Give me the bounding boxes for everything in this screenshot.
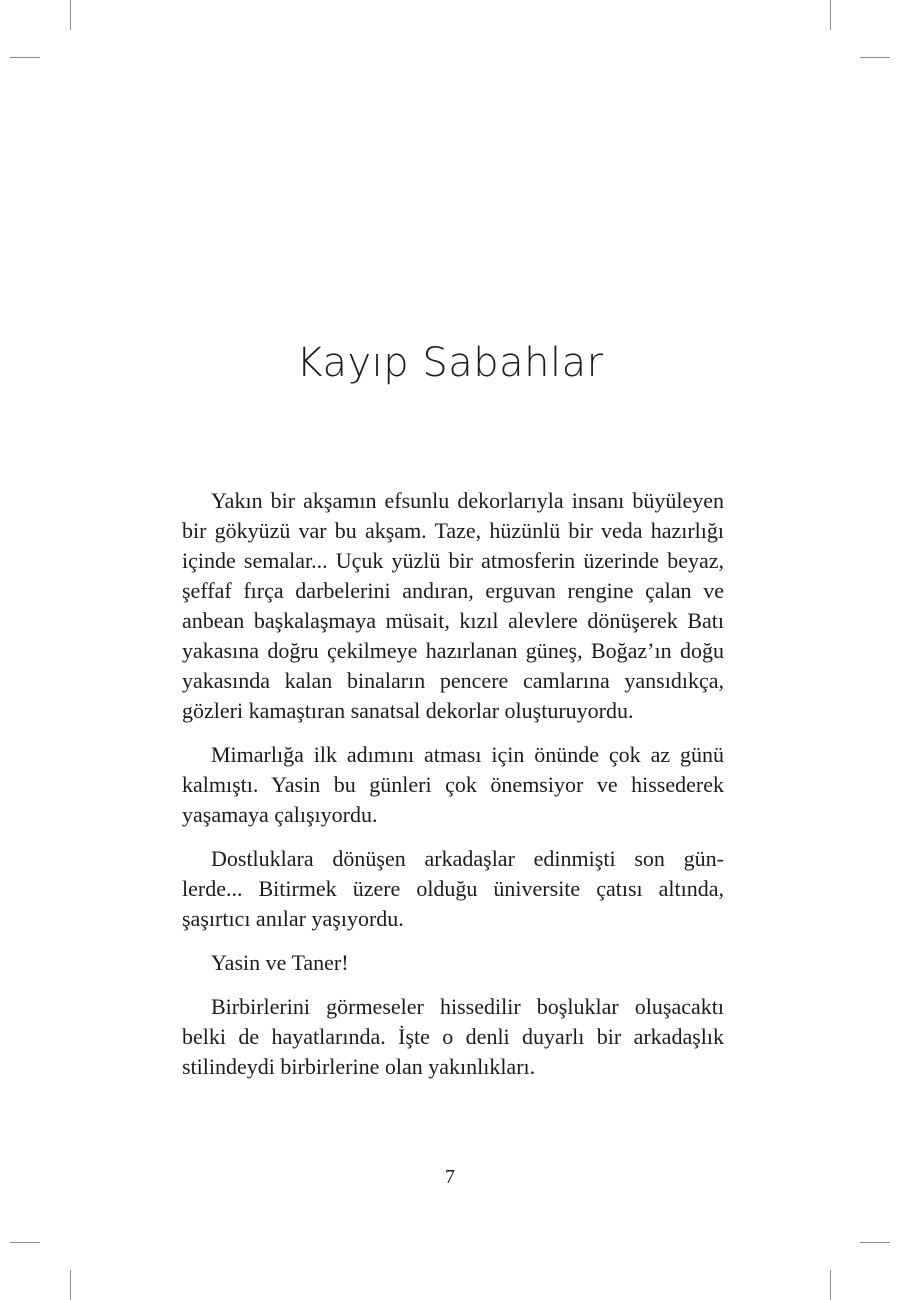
crop-mark-top-right-vertical [830,0,831,30]
text-line: kalmıştı. Yasin bu günleri çok önemsiyor ve hissederek [182,772,724,797]
text-line: yakasına doğru çekilmeye hazırlanan güneş, Boğaz’ın doğu [182,638,724,663]
paragraph [182,948,724,978]
text-line: yaşamaya çalışıyordu. [182,802,378,827]
crop-mark-top-left-horizontal [10,57,40,58]
crop-mark-top-right-horizontal [860,57,890,58]
text-line: lerde... Bitirmek üzere olduğu üniversite çatısı altında, [182,876,724,901]
page-number: 7 [445,1166,455,1188]
text-line: yakasında kalan binaların pencere camlarına yansıdıkça, [182,668,724,693]
paragraph [182,486,724,726]
paragraph [182,844,724,934]
crop-mark-bottom-right-vertical [830,1270,831,1300]
text-line: içinde semalar... Uçuk yüzlü bir atmosferin üzerinde beyaz, [182,548,724,573]
crop-mark-bottom-right-horizontal [860,1242,890,1243]
chapter-title: Kayıp Sabahlar [296,340,604,386]
text-line: Dostluklara dönüşen arkadaşlar edinmişti son gün- [211,846,724,871]
text-line: stilindeydi birbirlerine olan yakınlıkları. [182,1054,536,1079]
crop-mark-bottom-left-horizontal [10,1242,40,1243]
body-text [182,486,724,1096]
text-line: belki de hayatlarında. İşte o denli duyarlı bir arkadaşlık [182,1024,724,1049]
text-line: şaşırtıcı anılar yaşıyordu. [182,906,404,931]
text-line: Yasin ve Taner! [211,950,349,975]
text-line: Birbirlerini görmeseler hissedilir boşluklar oluşacaktı [211,994,724,1019]
text-line: Yakın bir akşamın efsunlu dekorlarıyla insanı büyüleyen [211,488,724,513]
text-line: anbean başkalaşmaya müsait, kızıl alevlere dönüşerek Batı [182,608,724,633]
text-line: bir gökyüzü var bu akşam. Taze, hüzünlü bir veda hazırlığı [182,518,724,543]
crop-mark-top-left-vertical [70,0,71,30]
paragraph [182,740,724,830]
paragraph [182,992,724,1082]
text-line: Mimarlığa ilk adımını atması için önünde çok az günü [211,742,724,767]
crop-mark-bottom-left-vertical [70,1270,71,1300]
text-line: şeffaf fırça darbelerini andıran, erguvan rengine çalan ve [182,578,724,603]
text-line: gözleri kamaştıran sanatsal dekorlar oluşturuyordu. [182,698,634,723]
